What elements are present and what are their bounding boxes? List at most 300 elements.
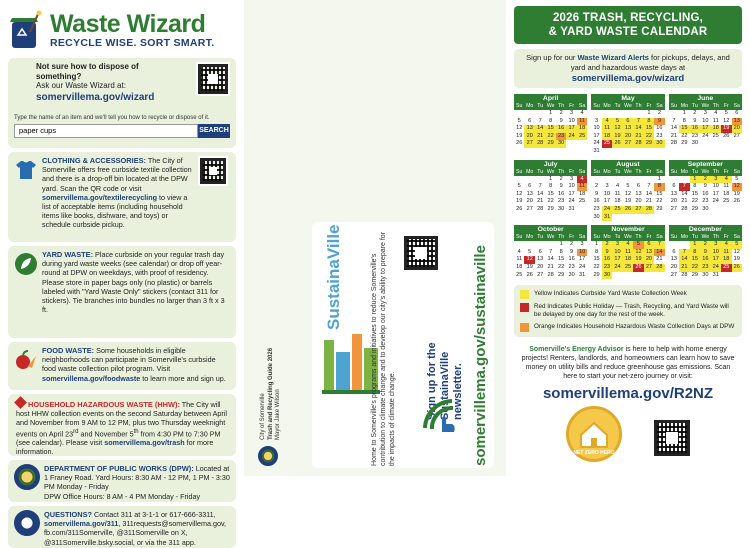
calendar-day: 23 bbox=[656, 132, 663, 139]
empty-day bbox=[669, 176, 679, 184]
calendar-day: 9 bbox=[700, 249, 710, 257]
calendar-day: 30 bbox=[602, 272, 612, 280]
month-name: July bbox=[514, 160, 587, 169]
calendar-day: 20 bbox=[670, 263, 677, 270]
weekday-label: Fr bbox=[566, 234, 576, 241]
food-row bbox=[14, 346, 230, 383]
calendar-day: 13 bbox=[537, 256, 544, 263]
calendar-day: 1 bbox=[682, 110, 686, 116]
empty-day bbox=[524, 176, 534, 184]
calendar-day: 21 bbox=[547, 263, 554, 270]
calendar-day: 2 bbox=[700, 241, 710, 249]
calendar-day: 9 bbox=[559, 183, 563, 190]
calendar-day: 12 bbox=[633, 249, 643, 257]
calendar-day: 19 bbox=[612, 133, 622, 141]
energy-url[interactable]: somervillema.gov/R2NZ bbox=[542, 385, 714, 403]
calendar-day: 11 bbox=[602, 125, 612, 133]
calendar-day: 23 bbox=[556, 133, 566, 141]
weekday-row bbox=[669, 169, 742, 176]
calendar-day: 8 bbox=[693, 183, 697, 190]
questions-row bbox=[14, 510, 230, 547]
calendar-day: 31 bbox=[593, 147, 600, 154]
calendar-day: 12 bbox=[624, 190, 632, 197]
weekday-label: Sa bbox=[577, 169, 587, 176]
calendar-day: 1 bbox=[595, 241, 599, 248]
empty-day bbox=[633, 176, 643, 184]
search-row bbox=[14, 124, 230, 138]
calendar-day: 9 bbox=[559, 117, 563, 124]
weekday-label: Mo bbox=[680, 168, 688, 175]
calendar-day: 25 bbox=[712, 132, 719, 139]
calendar-day: 21 bbox=[681, 198, 688, 205]
calendar-day: 5 bbox=[626, 183, 630, 190]
weekday-label: Mo bbox=[526, 234, 534, 241]
calendar-day: 18 bbox=[602, 133, 612, 141]
calendar-day: 3 bbox=[612, 241, 622, 249]
food-waste-section bbox=[8, 342, 236, 390]
energy-advisor-bold: Somerville's Energy Advisor bbox=[529, 346, 624, 354]
calendar-day: 25 bbox=[723, 198, 730, 205]
empty-day bbox=[602, 176, 612, 184]
calendar-day: 25 bbox=[602, 140, 612, 148]
calendar-day: 16 bbox=[602, 256, 612, 264]
weekday-label: Th bbox=[556, 234, 566, 241]
calendar-day: 17 bbox=[712, 190, 719, 197]
calendar-day: 22 bbox=[644, 133, 654, 141]
calendar-day: 4 bbox=[517, 248, 521, 255]
calendar-day: 19 bbox=[633, 256, 643, 264]
calendar-day: 8 bbox=[549, 117, 553, 124]
weekday-label: Su bbox=[514, 234, 524, 241]
calendar-day: 11 bbox=[516, 256, 523, 263]
calendar-day: 17 bbox=[578, 256, 586, 263]
month-name: October bbox=[514, 225, 587, 234]
calendar-day: 8 bbox=[690, 249, 700, 257]
calendar-day: 3 bbox=[711, 241, 721, 249]
weekday-label: Fr bbox=[644, 169, 654, 176]
calendar-day: 14 bbox=[547, 256, 554, 263]
weekday-label: Th bbox=[711, 103, 721, 110]
calendar-day: 11 bbox=[623, 249, 633, 257]
calendar-day: 24 bbox=[711, 264, 721, 272]
calendar-day: 29 bbox=[691, 205, 698, 212]
day-grid bbox=[669, 176, 742, 214]
calendar-day: 19 bbox=[721, 125, 731, 133]
calendar-day: 16 bbox=[593, 198, 600, 205]
calendar-day: 20 bbox=[670, 198, 677, 205]
middle-panel bbox=[244, 0, 506, 476]
weekday-label: Tu bbox=[612, 169, 622, 176]
calendar-day: 18 bbox=[578, 190, 586, 197]
calendar-day: 12 bbox=[732, 183, 742, 191]
questions-section bbox=[8, 506, 236, 548]
weekday-label: Tu bbox=[690, 234, 700, 241]
calendar-day: 29 bbox=[545, 140, 555, 148]
calendar-day: 1 bbox=[549, 110, 553, 116]
calendar-day: 27 bbox=[526, 205, 533, 212]
weekday-label: Sa bbox=[732, 234, 742, 241]
weekday-label: We bbox=[701, 168, 710, 175]
calendar-day: 9 bbox=[654, 118, 664, 126]
calendar-day: 18 bbox=[711, 125, 721, 133]
calendar-day: 14 bbox=[654, 249, 664, 257]
weekday-label: Th bbox=[556, 169, 566, 176]
dpw-heading: DEPARTMENT OF PUBLIC WORKS (DPW): bbox=[44, 464, 194, 473]
food-body-2: to learn more and sign up. bbox=[140, 373, 226, 383]
weekday-label: Mo bbox=[680, 103, 688, 109]
calendar-day: 24 bbox=[702, 132, 709, 139]
hhw-heading: HOUSEHOLD HAZARDOUS WASTE (HHW): bbox=[28, 400, 180, 409]
empty-day bbox=[679, 176, 689, 184]
calendar-day: 22 bbox=[547, 198, 554, 205]
calendar-day: 17 bbox=[711, 256, 721, 264]
calendar-day: 3 bbox=[605, 183, 609, 190]
calendar-day: 22 bbox=[593, 263, 600, 270]
calendar-day: 27 bbox=[733, 132, 740, 139]
clothing-row bbox=[14, 156, 230, 230]
calendar-day: 5 bbox=[732, 241, 742, 249]
calendar-day: 15 bbox=[690, 256, 700, 264]
month-name: April bbox=[514, 94, 587, 103]
calendar-day: 28 bbox=[547, 271, 554, 278]
weekday-row bbox=[591, 169, 664, 176]
calendar-day: 13 bbox=[526, 190, 533, 197]
calendar-day: 24 bbox=[712, 198, 719, 205]
calendar-day: 11 bbox=[577, 183, 587, 191]
weekday-label: Fr bbox=[566, 103, 576, 110]
empty-day bbox=[612, 110, 622, 118]
calendar-day: 12 bbox=[516, 125, 523, 132]
empty-day bbox=[644, 176, 654, 184]
calendar-day: 18 bbox=[721, 256, 731, 264]
month-name: September bbox=[669, 160, 742, 169]
empty-day bbox=[514, 176, 524, 184]
calendar-day: 10 bbox=[711, 249, 721, 257]
calendar-day: 18 bbox=[577, 125, 587, 133]
calendar-day: 29 bbox=[644, 140, 654, 148]
calendar-day: 26 bbox=[723, 132, 730, 139]
calendar-day: 1 bbox=[690, 241, 700, 249]
calendar-day: 3 bbox=[580, 241, 584, 248]
month-name: June bbox=[669, 94, 742, 103]
calendar-day: 6 bbox=[644, 241, 654, 249]
hhw-sup-2: th bbox=[133, 428, 139, 435]
weekday-label: We bbox=[546, 103, 555, 109]
calendar-day: 27 bbox=[633, 206, 643, 214]
calendar-day: 1 bbox=[690, 176, 700, 184]
calendar-day: 12 bbox=[516, 190, 523, 197]
empty-day bbox=[535, 241, 545, 249]
month-july bbox=[514, 160, 587, 222]
calendar-day: 26 bbox=[516, 140, 523, 147]
calendar-day: 15 bbox=[545, 125, 555, 133]
food-body-1: Some households in eligible neighborhoods can participate in Somerville's curbside food waste collection pilot program. Visit bbox=[42, 346, 216, 374]
calendar-day: 27 bbox=[623, 140, 633, 148]
calendar-day: 16 bbox=[702, 190, 709, 197]
sustainaville-url[interactable]: somervillema.gov/sustainaville bbox=[472, 245, 489, 466]
calendar-day: 27 bbox=[644, 264, 654, 272]
empty-day bbox=[633, 110, 643, 118]
calendar-day: 10 bbox=[612, 249, 622, 257]
calendar-day: 13 bbox=[670, 256, 677, 263]
calendar-day: 1 bbox=[549, 175, 553, 182]
alerts-url[interactable]: somervillema.gov/wizard bbox=[571, 73, 685, 84]
hhw-body-3: from 4:30 PM to 7:30 PM (see calendar). Please visit bbox=[16, 429, 221, 448]
calendar-day: 28 bbox=[681, 205, 688, 212]
weekday-label: Fr bbox=[721, 103, 731, 110]
calendar-title-line-2: & YARD WASTE CALENDAR bbox=[548, 26, 708, 38]
clothing-heading: CLOTHING & ACCESSORIES: bbox=[42, 156, 147, 165]
weekday-label: Th bbox=[633, 103, 643, 110]
sustainaville-blurb: Home to Somerville's programs and initiatives to reduce Somerville's contribution to climate change and to develop our city's ability to prepare for the impacts of climate change. bbox=[371, 231, 396, 466]
calendar-day: 24 bbox=[593, 140, 600, 147]
signup-line-2: SustainaVille bbox=[439, 351, 451, 420]
calendar-day: 4 bbox=[623, 241, 633, 249]
calendar-day: 13 bbox=[644, 249, 654, 257]
legend-orange bbox=[520, 323, 736, 332]
calendar-months bbox=[514, 94, 742, 279]
month-april bbox=[514, 94, 587, 156]
calendar-day: 2 bbox=[595, 183, 599, 190]
calendar-day: 29 bbox=[681, 140, 688, 147]
calendar-day: 26 bbox=[633, 264, 643, 272]
hhw-section bbox=[8, 394, 236, 456]
calendar-day: 5 bbox=[735, 175, 739, 182]
calendar-day: 31 bbox=[578, 271, 586, 278]
weekday-label: Tu bbox=[535, 234, 545, 241]
calendar-day: 17 bbox=[700, 125, 710, 133]
calendar-day: 30 bbox=[654, 140, 664, 148]
empty-day bbox=[514, 241, 524, 249]
shirt-icon bbox=[14, 158, 38, 182]
weekday-row bbox=[591, 234, 664, 241]
weekday-label: Mo bbox=[603, 168, 611, 175]
dpw-text bbox=[44, 464, 230, 501]
calendar-day: 29 bbox=[547, 205, 554, 212]
calendar-day: 15 bbox=[644, 125, 654, 133]
calendar-day: 20 bbox=[537, 263, 544, 270]
questions-body-2: , 311requests@somervillema.gov, fb.com/311Somerville, @311Somerville on X, @311Somerville.bsky.social, or via the 311 app. bbox=[44, 519, 227, 547]
empty-day bbox=[514, 110, 524, 118]
calendar-day: 5 bbox=[724, 110, 728, 116]
alerts-bold: Waste Wizard Alerts bbox=[577, 53, 649, 62]
calendar-day: 6 bbox=[672, 183, 676, 190]
leaf-icon bbox=[14, 252, 38, 276]
calendar-day: 9 bbox=[595, 190, 599, 197]
calendar-day: 22 bbox=[691, 198, 698, 205]
calendar-title-line-1: 2026 TRASH, RECYCLING, bbox=[552, 12, 704, 24]
calendar-day: 5 bbox=[612, 118, 622, 126]
calendar-day: 23 bbox=[568, 263, 575, 270]
month-august bbox=[591, 160, 664, 222]
calendar-day: 6 bbox=[538, 248, 542, 255]
311-seal-icon bbox=[14, 510, 40, 536]
month-october bbox=[514, 225, 587, 279]
calendar-day: 8 bbox=[549, 183, 553, 190]
weekday-row bbox=[514, 169, 587, 176]
calendar-day: 15 bbox=[679, 125, 689, 133]
calendar-day: 4 bbox=[580, 110, 584, 116]
search-input[interactable] bbox=[14, 124, 198, 138]
search-button[interactable]: SEARCH bbox=[198, 124, 230, 138]
month-name: November bbox=[591, 225, 664, 234]
weekday-label: Su bbox=[669, 103, 679, 110]
empty-day bbox=[535, 110, 545, 118]
trash-url[interactable]: somervillema.gov/trash bbox=[104, 438, 185, 448]
yard-waste-section bbox=[8, 246, 236, 338]
calendar-day: 26 bbox=[623, 206, 633, 214]
alerts-box bbox=[514, 49, 742, 88]
calendar-day: 20 bbox=[524, 133, 534, 141]
weekday-label: We bbox=[624, 103, 632, 109]
yard-text bbox=[42, 250, 230, 314]
calendar-day: 28 bbox=[681, 271, 688, 278]
calendar-day: 7 bbox=[654, 241, 664, 249]
legend-yellow bbox=[520, 290, 736, 299]
calendar-day: 16 bbox=[556, 125, 566, 133]
wizard-url[interactable]: somervillema.gov/wizard bbox=[36, 91, 155, 103]
calendar-day: 14 bbox=[670, 125, 677, 132]
calendar-day: 7 bbox=[647, 183, 651, 190]
hazard-icon bbox=[14, 396, 27, 409]
calendar-day: 11 bbox=[614, 190, 621, 197]
weekday-row bbox=[514, 103, 587, 110]
calendar-day: 2 bbox=[693, 110, 697, 116]
calendar-day: 20 bbox=[526, 198, 533, 205]
calendar-day: 25 bbox=[516, 271, 523, 278]
alerts-post: for pickups, delays, and yard and hazardous waste days at bbox=[570, 53, 730, 72]
calendar-day: 14 bbox=[537, 190, 544, 197]
day-grid bbox=[591, 176, 664, 222]
calendar-day: 26 bbox=[732, 264, 742, 272]
calendar-day: 2 bbox=[700, 176, 710, 184]
weekday-label: We bbox=[701, 234, 710, 241]
calendar-day: 3 bbox=[570, 175, 574, 182]
textile-url[interactable]: somervillema.gov/textilerecycling bbox=[42, 192, 158, 202]
calendar-day: 13 bbox=[670, 190, 677, 197]
calendar-day: 22 bbox=[558, 263, 565, 270]
calendar-day: 31 bbox=[568, 205, 575, 212]
calendar-day: 18 bbox=[614, 198, 621, 205]
waste-wizard-tagline: RECYCLE WISE. SORT SMART. bbox=[50, 37, 215, 49]
calendar-day: 27 bbox=[670, 271, 677, 278]
calendar-day: 19 bbox=[516, 198, 523, 205]
calendar-day: 4 bbox=[714, 110, 718, 116]
empty-day bbox=[679, 241, 689, 249]
empty-day bbox=[602, 110, 612, 118]
weekday-label: We bbox=[701, 103, 710, 109]
calendar-day: 15 bbox=[558, 256, 565, 263]
weekday-label: Tu bbox=[535, 103, 545, 110]
calendar-day: 2 bbox=[570, 241, 574, 248]
waste-wizard-title: Waste Wizard bbox=[50, 10, 206, 38]
calendar-day: 23 bbox=[558, 198, 565, 205]
calendar-day: 15 bbox=[593, 256, 600, 263]
calendar-day: 20 bbox=[623, 133, 633, 141]
energy-advisor-text bbox=[514, 345, 742, 381]
hhw-text bbox=[16, 398, 230, 457]
calendar-day: 11 bbox=[721, 249, 731, 257]
weekday-label: Mo bbox=[526, 103, 534, 109]
food-icon bbox=[14, 348, 38, 372]
day-grid bbox=[514, 110, 587, 148]
calendar-day: 22 bbox=[545, 133, 555, 141]
calendar-day: 21 bbox=[656, 256, 663, 263]
calendar-day: 4 bbox=[615, 183, 620, 190]
weekday-row bbox=[591, 103, 664, 110]
month-name: May bbox=[591, 94, 664, 103]
hhw-body-4: for more information. bbox=[16, 438, 214, 457]
weekday-label: Fr bbox=[566, 169, 576, 176]
calendar-day: 2 bbox=[559, 175, 563, 182]
yard-heading: YARD WASTE: bbox=[42, 250, 94, 259]
calendar-day: 7 bbox=[549, 248, 553, 255]
yard-row bbox=[14, 250, 230, 314]
energy-advisor-body: is here to help with home energy projects! Renters, landlords, and homeowners can learn how to save money on utility bills and reduce greenhouse gas emissions. Scan here to start your net-zero journey or visit: bbox=[521, 346, 735, 381]
weekday-label: We bbox=[624, 168, 632, 175]
calendar-day: 21 bbox=[537, 198, 544, 205]
calendar-legend bbox=[514, 285, 742, 337]
calendar-day: 1 bbox=[559, 241, 563, 248]
calendar-day: 22 bbox=[656, 198, 663, 205]
calendar-day: 29 bbox=[691, 271, 698, 278]
weekday-label: Fr bbox=[644, 103, 654, 110]
calendar-day: 25 bbox=[721, 264, 731, 272]
calendar-day: 4 bbox=[721, 176, 731, 184]
calendar-day: 23 bbox=[702, 198, 709, 205]
calendar-day: 12 bbox=[733, 248, 740, 255]
city-name: City of Somerville bbox=[260, 393, 266, 440]
weekday-label: Tu bbox=[535, 169, 545, 176]
weekday-label: Mo bbox=[680, 234, 688, 241]
weekday-label: Mo bbox=[603, 103, 611, 109]
calendar-day: 14 bbox=[679, 256, 689, 264]
calendar-day: 1 bbox=[647, 110, 651, 116]
calendar-day: 5 bbox=[633, 241, 643, 249]
calendar-day: 15 bbox=[656, 190, 663, 197]
calendar-day: 20 bbox=[644, 256, 654, 264]
calendar-day: 31 bbox=[712, 271, 719, 278]
weekday-label: Sa bbox=[654, 103, 664, 110]
energy-qr-code bbox=[654, 420, 690, 456]
weekday-label: Su bbox=[514, 169, 524, 176]
questions-heading: QUESTIONS? bbox=[44, 510, 93, 519]
calendar-day: 24 bbox=[602, 206, 612, 214]
calendar-day: 30 bbox=[556, 140, 566, 148]
calendar-day: 4 bbox=[577, 176, 587, 184]
calendar-day: 21 bbox=[679, 264, 689, 272]
weekday-label: We bbox=[546, 168, 555, 175]
empty-day bbox=[612, 176, 622, 184]
day-grid bbox=[669, 110, 742, 148]
calendar-day: 26 bbox=[516, 205, 523, 212]
311-url[interactable]: somervillema.gov/311 bbox=[44, 519, 119, 529]
foodwaste-url[interactable]: somervillema.gov/foodwaste bbox=[42, 373, 141, 383]
weekday-label: Tu bbox=[690, 169, 700, 176]
calendar-day: 8 bbox=[595, 248, 599, 255]
calendar-day: 29 bbox=[656, 205, 663, 212]
calendar-day: 8 bbox=[559, 248, 563, 255]
calendar-day: 29 bbox=[593, 271, 600, 278]
calendar-day: 17 bbox=[612, 256, 622, 264]
calendar-day: 15 bbox=[547, 190, 554, 197]
hhw-body-2: and November 5 bbox=[78, 429, 134, 438]
calendar-day: 10 bbox=[568, 117, 575, 124]
calendar-day: 13 bbox=[623, 125, 633, 133]
empty-day bbox=[591, 176, 601, 184]
calendar-day: 21 bbox=[645, 198, 653, 205]
badge-label: NET ZERO HERO bbox=[573, 450, 615, 456]
